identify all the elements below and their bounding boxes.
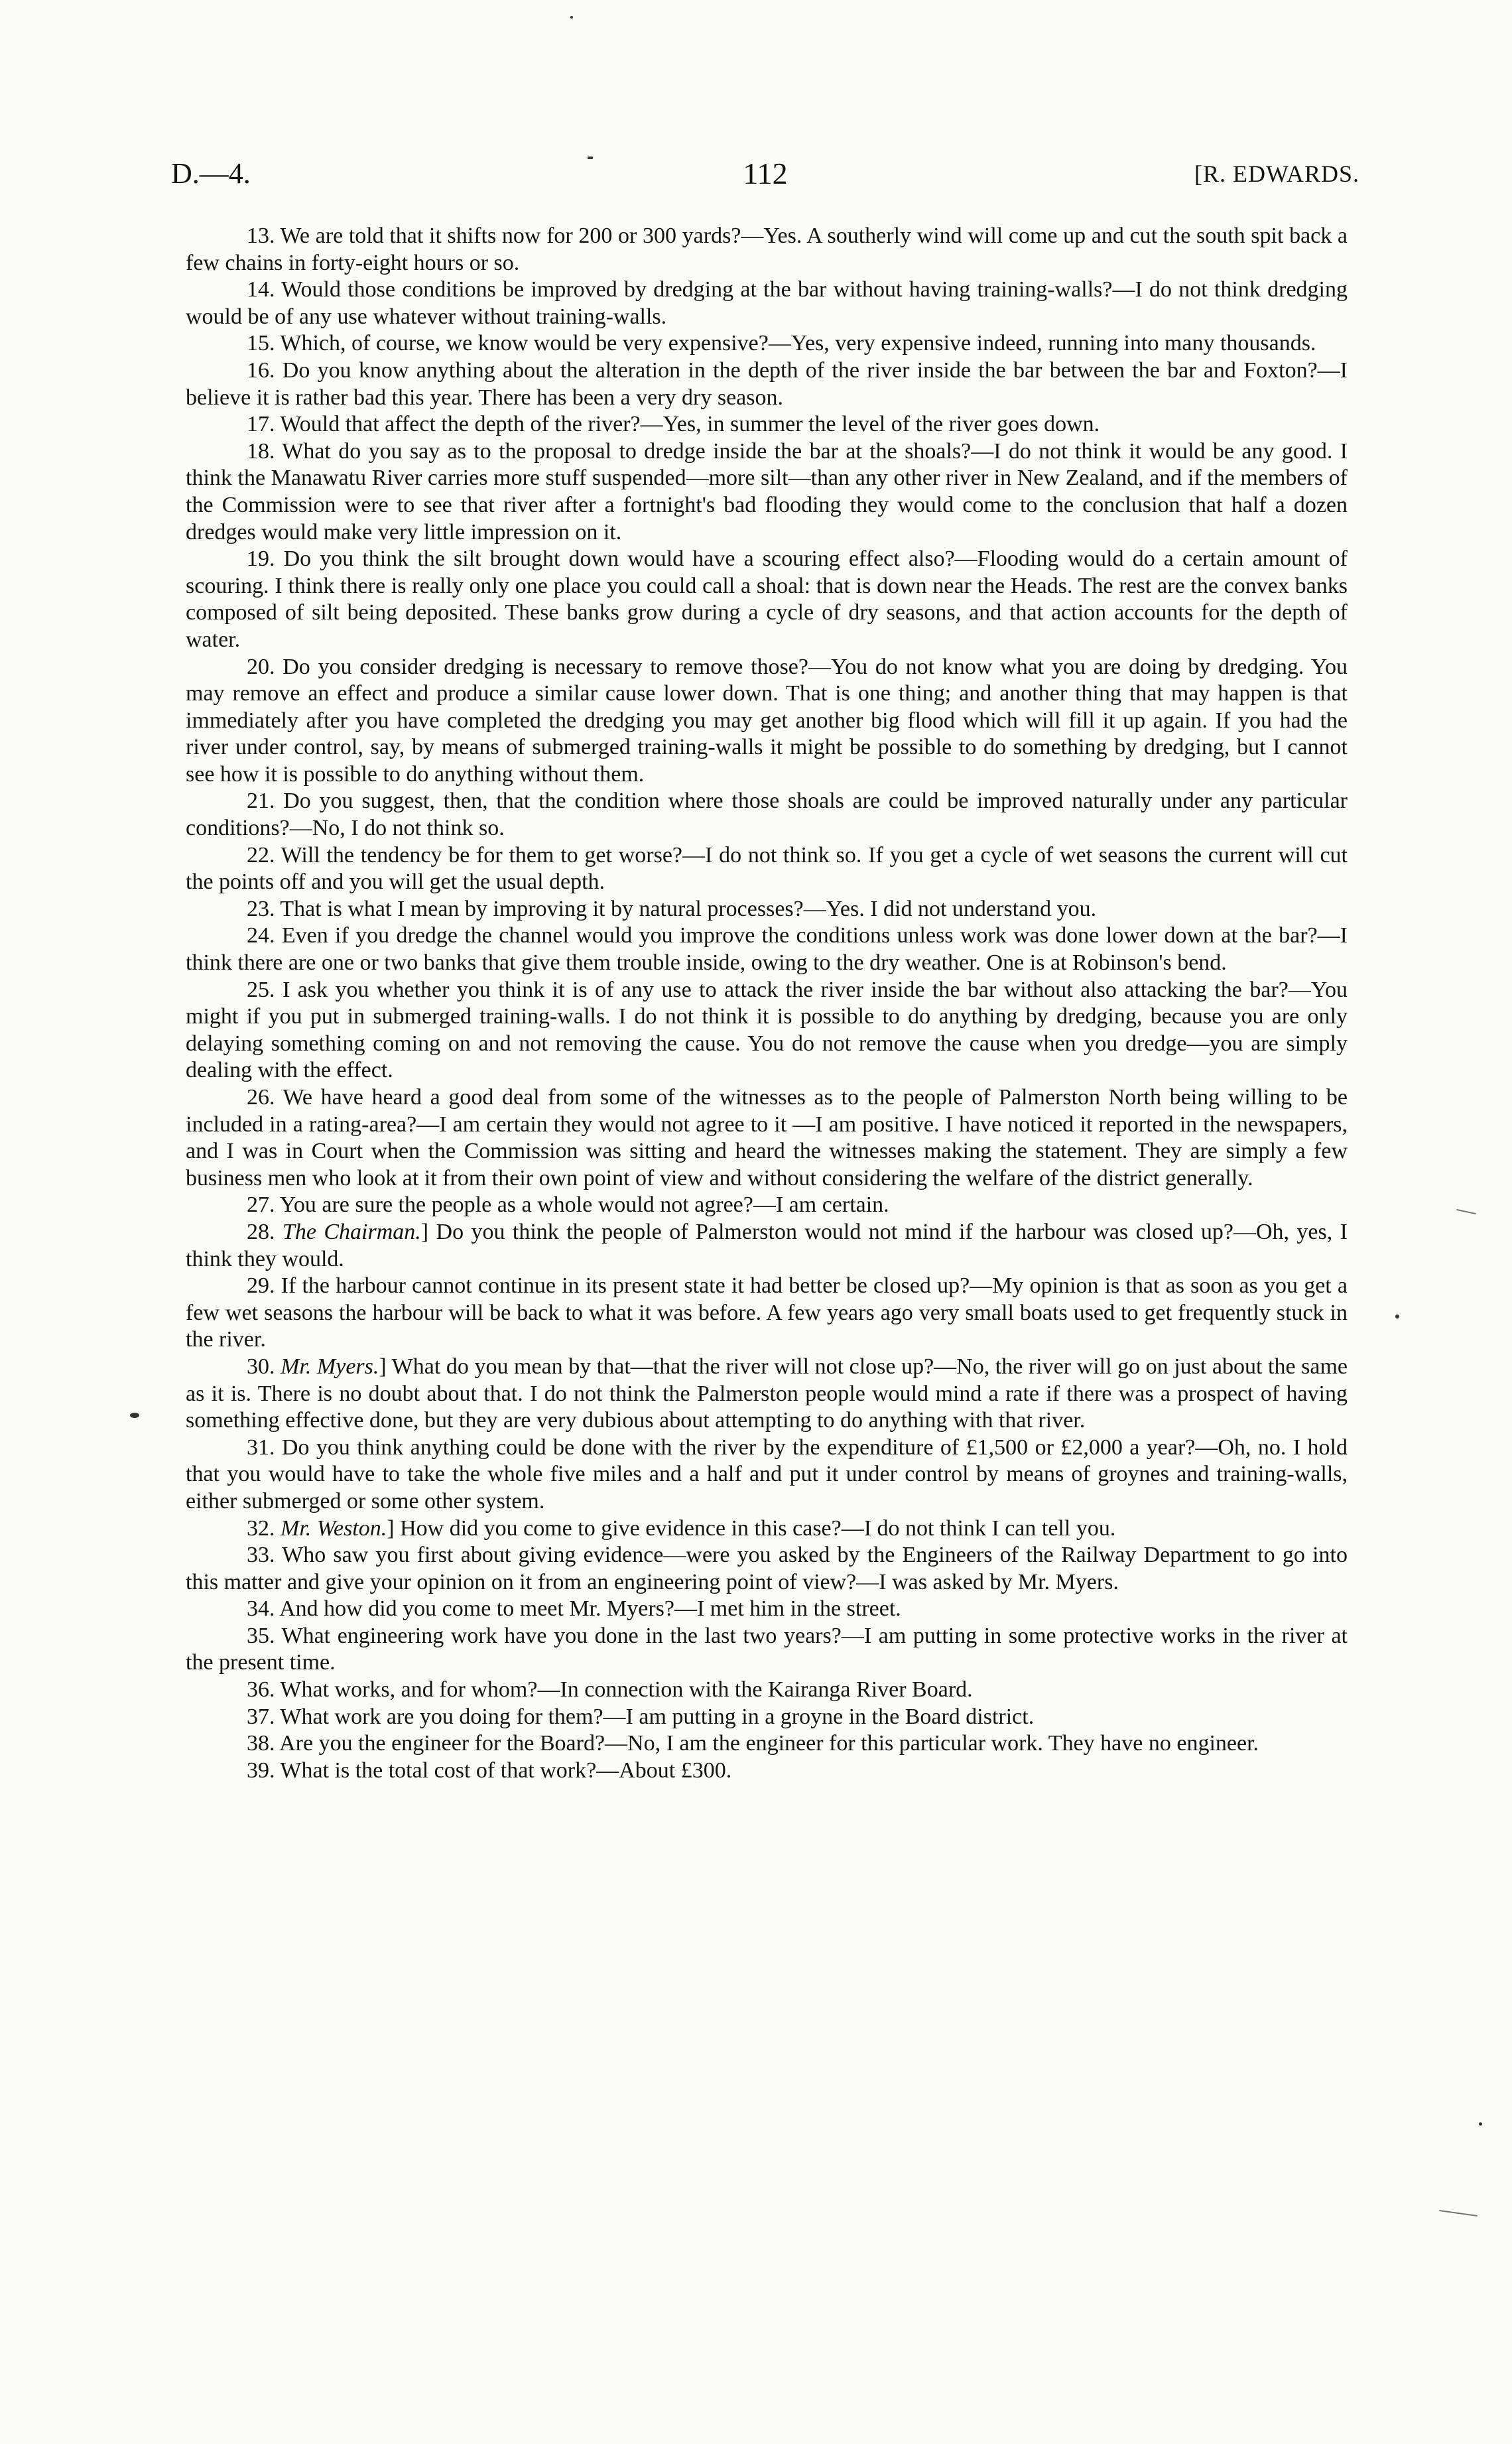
paragraph-31: 31. Do you think anything could be done with the river by the expenditure of £1,500 or £2,000 a year?—Oh, no. I hold that you would have to take the whole five miles and a half and put it under control by means of groynes and training-walls, either submerged or some other system. bbox=[186, 1435, 1348, 1513]
paragraph-21: 21. Do you suggest, then, that the condition where those shoals are could be improved naturally under any particular conditions?—No, I do not think so. bbox=[186, 789, 1348, 841]
paragraph-16: 16. Do you know anything about the alteration in the depth of the river inside the bar between the bar and Foxton?—I believe it is rather bad this year. There has been a very dry season. bbox=[186, 357, 1348, 410]
paragraph-20: 20. Do you consider dredging is necessary to remove those?—You do not know what you are doing by dredging. You may remove an effect and produce a similar cause lower down. That is one thing; and another thing that may happen is that immediately after you have completed the dredging you may get another big flood which will fill it up again. If you had the river under control, say, by means of submerged training-walls it might be possible to do something by dredging, but I cannot see how it is possible to do anything without them. bbox=[186, 654, 1348, 787]
paragraph-36: 36. What works, and for whom?—In connection with the Kairanga River Board. bbox=[247, 1677, 973, 1703]
speaker-label: Mr. Weston. bbox=[281, 1515, 387, 1541]
paragraph-27: 27. You are sure the people as a whole would not agree?—I am certain. bbox=[247, 1192, 889, 1218]
paragraph-30: 30. Mr. Myers.] What do you mean by that—that the river will not close up?—No, the river will go on just about the same as it is. There is no doubt about that. I do not think the Palmerston people would mind a rate if there was a prospect of having something effective done, but they are very dubious about attempting to do anything with that river. bbox=[186, 1354, 1348, 1433]
paragraph-39: 39. What is the total cost of that work?—About £300. bbox=[247, 1758, 732, 1783]
paragraph-25: 25. I ask you whether you think it is of any use to attack the river inside the bar without also attacking the bar?—You might if you put in submerged training-walls. I do not think it is possible to do anything by dredging, because you are only delaying something coming on and not removing the cause. You do not remove the cause when you dredge—you are simply dealing with the effect. bbox=[186, 977, 1348, 1083]
paragraph-35: 35. What engineering work have you done in the last two years?—I am putting in some protective works in the river at the present time. bbox=[186, 1623, 1348, 1675]
ink-speck bbox=[130, 1413, 139, 1418]
scan-mark bbox=[1456, 1209, 1476, 1214]
paragraph-15: 15. Which, of course, we know would be very expensive?—Yes, very expensive indeed, running into many thousands. bbox=[247, 331, 1316, 356]
paragraph-17: 17. Would that affect the depth of the river?—Yes, in summer the level of the river goes down. bbox=[247, 412, 1100, 437]
speaker-label: Mr. Myers. bbox=[281, 1354, 379, 1379]
page-number: 112 bbox=[743, 157, 788, 190]
paragraph-32: 32. Mr. Weston.] How did you come to give evidence in this case?—I do not think I can tell you. bbox=[247, 1515, 1116, 1541]
paragraph-38: 38. Are you the engineer for the Board?—No, I am the engineer for this particular work. They have no engineer. bbox=[247, 1731, 1259, 1756]
paragraph-28: 28. The Chairman.] Do you think the people of Palmerston would not mind if the harbour was closed up?—Oh, yes, I think they would. bbox=[186, 1219, 1348, 1271]
paragraph-13: 13. We are told that it shifts now for 200 or 300 yards?—Yes. A southerly wind will come up and cut the south spit back a few chains in forty-eight hours or so. bbox=[186, 224, 1348, 275]
ink-speck bbox=[588, 157, 593, 159]
paragraph-22: 22. Will the tendency be for them to get worse?—I do not think so. If you get a cycle of wet seasons the current will cut the points off and you will get the usual depth. bbox=[186, 842, 1348, 895]
scan-mark bbox=[1439, 2210, 1478, 2217]
paragraph-37: 37. What work are you doing for them?—I am putting in a groyne in the Board district. bbox=[247, 1704, 1035, 1729]
document-reference: D.—4. bbox=[171, 157, 251, 190]
paragraph-18: 18. What do you say as to the proposal to dredge inside the bar at the shoals?—I do not think it would be any good. I think the Manawatu River carries more stuff suspended—more silt—than any other river in New Zealand, and if the members of the Commission were to see that river after a fortnight's bad flooding they would come to the conclusion that half a dozen dredges would make very little impression on it. bbox=[186, 438, 1348, 545]
paragraph-23: 23. That is what I mean by improving it by natural processes?—Yes. I did not understand you. bbox=[247, 896, 1097, 921]
paragraph-34: 34. And how did you come to meet Mr. Myers?—I met him in the street. bbox=[247, 1596, 901, 1622]
ink-speck bbox=[570, 16, 573, 19]
paragraph-19: 19. Do you think the silt brought down would have a scouring effect also?—Flooding would do a certain amount of scouring. I think there is really only one place you could call a shoal: that is down near the Heads. The rest are the convex banks composed of silt being deposited. These banks grow during a cycle of dry seasons, and that action accounts for the depth of water. bbox=[186, 547, 1348, 652]
speaker-label: The Chairman. bbox=[282, 1219, 421, 1244]
running-head bbox=[171, 154, 1359, 194]
paragraph-33: 33. Who saw you first about giving evidence—were you asked by the Engineers of the Railway Department to go into this matter and give your opinion on it from an engineering point of view?—I was asked by Mr. Myers. bbox=[186, 1543, 1348, 1594]
witness-name: [R. EDWARDS. bbox=[1194, 161, 1359, 187]
ink-speck bbox=[1395, 1315, 1399, 1318]
paragraph-26: 26. We have heard a good deal from some of the witnesses as to the people of Palmerston North being willing to be included in a rating-area?—I am certain they would not agree to it —I am positive. I have noticed it reported in the newspapers, and I was in Court when the Commission was sitting and heard the witnesses making the statement. They are simply a few business men who look at it from their own point of view and without considering the welfare of the district generally. bbox=[186, 1085, 1348, 1190]
ink-speck bbox=[1479, 2122, 1482, 2126]
paragraph-14: 14. Would those conditions be improved by dredging at the bar without having training-walls?—I do not think dredging would be of any use whatever without training-walls. bbox=[186, 277, 1348, 329]
paragraph-29: 29. If the harbour cannot continue in its present state it had better be closed up?—My opinion is that as soon as you get a few wet seasons the harbour will be back to what it was before. A few years ago very small boats used to get frequently stuck in the river. bbox=[186, 1273, 1348, 1352]
evidence-text bbox=[186, 223, 1348, 1784]
paragraph-24: 24. Even if you dredge the channel would you improve the conditions unless work was done lower down at the bar?—I think there are one or two banks that give them trouble inside, owing to the dry weather. One is at Robinson's bend. bbox=[186, 923, 1348, 976]
